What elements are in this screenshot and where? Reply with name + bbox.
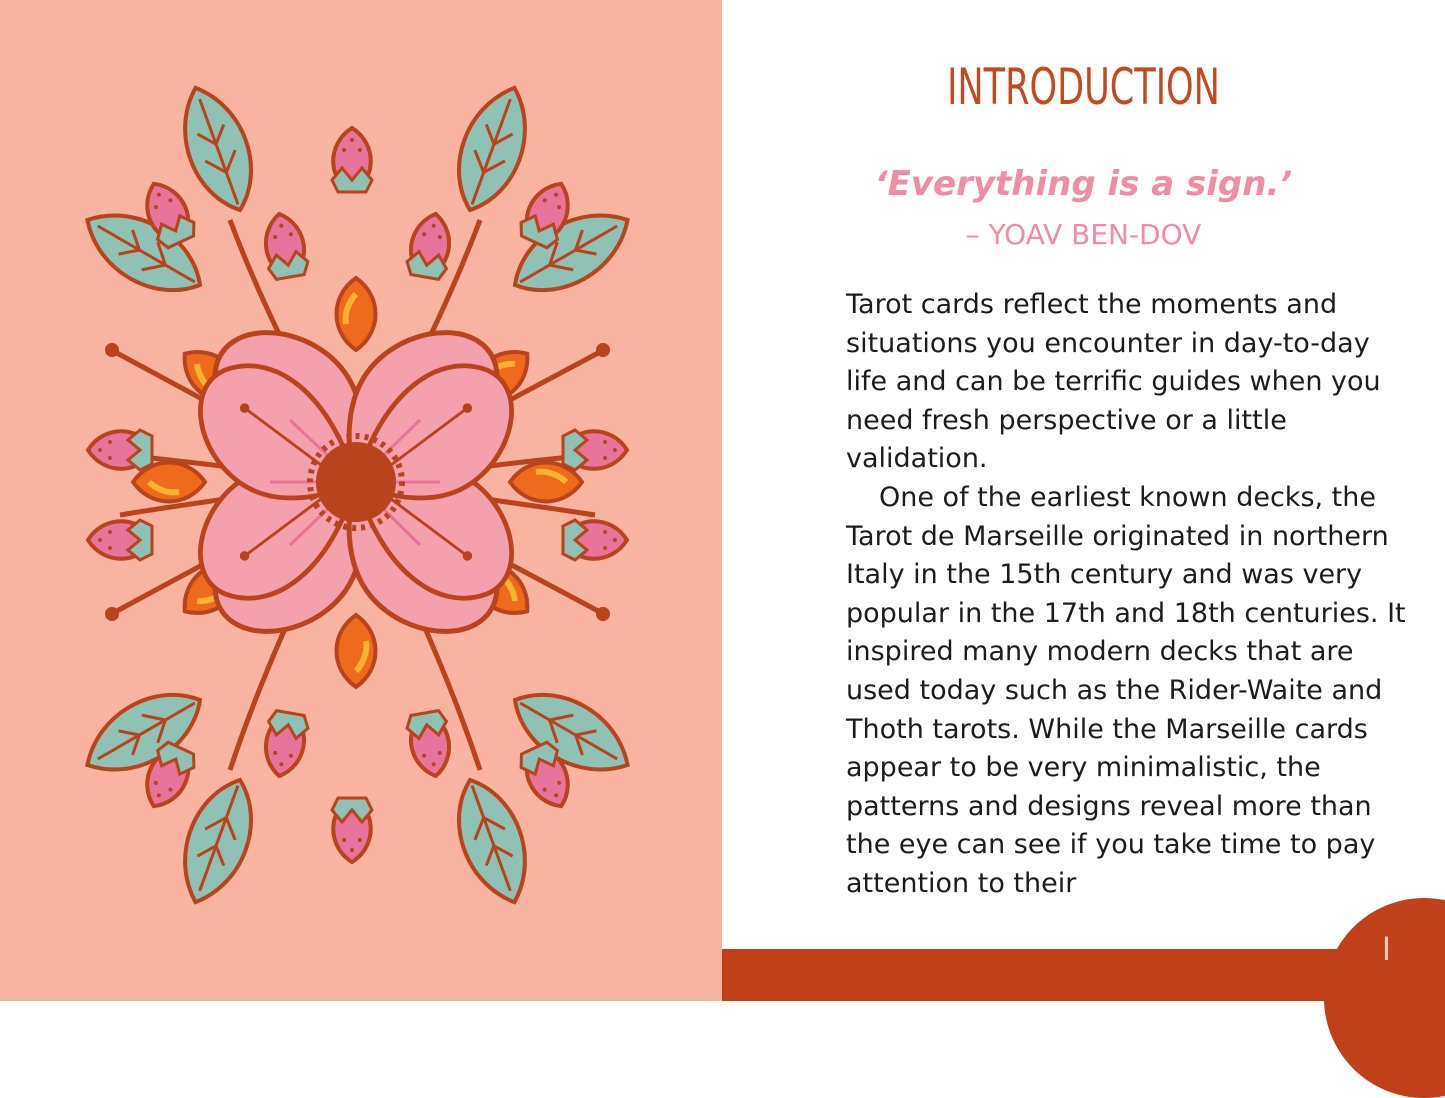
epigraph-quote: ‘Everything is a sign.’ (874, 164, 1293, 204)
illustration-panel (0, 0, 722, 1001)
body-text (846, 286, 1406, 904)
text-panel (722, 0, 1445, 1001)
chapter-title: INTRODUCTION (947, 58, 1220, 116)
paragraph: Tarot cards reflect the moments and situations you encounter in day-to-day life and can be terrific guides when you need fresh perspective or a little validation. (846, 289, 1381, 475)
page-number: I (1381, 930, 1392, 968)
epigraph-attribution: – YOAV BEN-DOV (965, 218, 1202, 251)
paragraph: One of the earliest known decks, the Tarot de Marseille originated in northern Italy in the 15th century and was very popular in the 17th and 18th centuries. It inspired many modern decks that are used today such as the Rider-Waite and Thoth tarots. While the Marseille cards appear to be very minimalistic, the patterns and designs reveal more than the eye can see if you take time to pay attention to their (846, 481, 1406, 899)
flower-mandala-illustration (0, 0, 722, 1001)
